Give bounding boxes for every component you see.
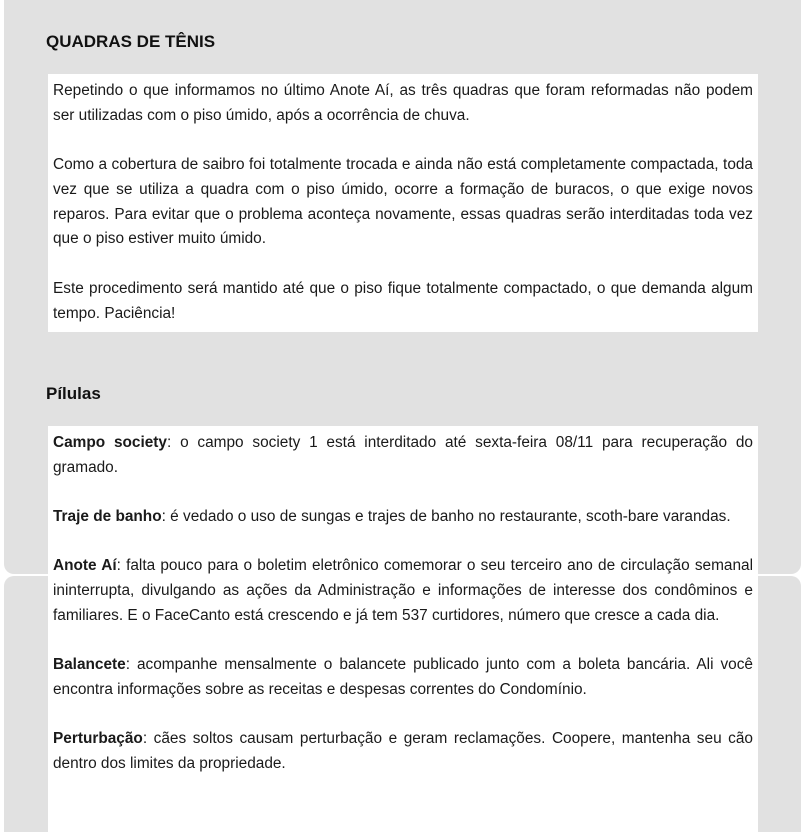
pilula-text: : acompanhe mensalmente o balancete publicado junto com a boleta bancária. Ali você encontra informações sobre as receitas e despesas correntes do Condomínio. <box>53 656 753 699</box>
pilula-text: : falta pouco para o boletim eletrônico comemorar o seu terceiro ano de circulação semanal ininterrupta, divulgando as ações da Administração e informações de interesse dos condôminos e familiares. E o FaceCanto está crescendo e já tem 537 curtidores, número que cresce a cada dia. <box>53 557 753 624</box>
pilula-item-campo-society <box>53 431 753 481</box>
section-title-pilulas: Pílulas <box>46 384 101 403</box>
pilula-item-traje-de-banho <box>53 505 753 530</box>
content-box-quadras <box>48 74 758 332</box>
paragraph: Como a cobertura de saibro foi totalmente trocada e ainda não está completamente compactada, toda vez que se utiliza a quadra com o piso úmido, ocorre a formação de buracos, o que exige novos reparos. Para evitar que o problema aconteça novamente, essas quadras serão interditadas toda vez que o piso estiver muito úmido. <box>53 156 753 248</box>
pilula-term: Anote Aí <box>53 557 117 575</box>
pilula-term: Perturbação <box>53 730 143 748</box>
pilula-text: : cães soltos causam perturbação e geram reclamações. Coopere, mantenha seu cão dentro dos limites da propriedade. <box>53 730 753 773</box>
content-box-pilulas <box>48 426 758 832</box>
pilula-item-balancete <box>53 653 753 703</box>
paragraph: Repetindo o que informamos no último Anote Aí, as três quadras que foram reformadas não podem ser utilizadas com o piso úmido, após a ocorrência de chuva. <box>53 82 753 124</box>
pilula-item-anote-ai <box>53 554 753 628</box>
pilula-item-perturbacao <box>53 727 753 777</box>
paragraph: Este procedimento será mantido até que o piso fique totalmente compactado, o que demanda algum tempo. Paciência! <box>53 279 753 322</box>
pilula-term: Traje de banho <box>53 508 162 526</box>
section-title-quadras: QUADRAS DE TÊNIS <box>46 32 216 51</box>
pilula-text: : o campo society 1 está interditado até sexta-feira 08/11 para recuperação do gramado. <box>53 434 753 476</box>
pilula-term: Campo society <box>53 434 167 451</box>
pilula-term: Balancete <box>53 656 126 674</box>
pilula-text: : é vedado o uso de sungas e trajes de banho no restaurante, scoth-bare varandas. <box>161 508 731 526</box>
